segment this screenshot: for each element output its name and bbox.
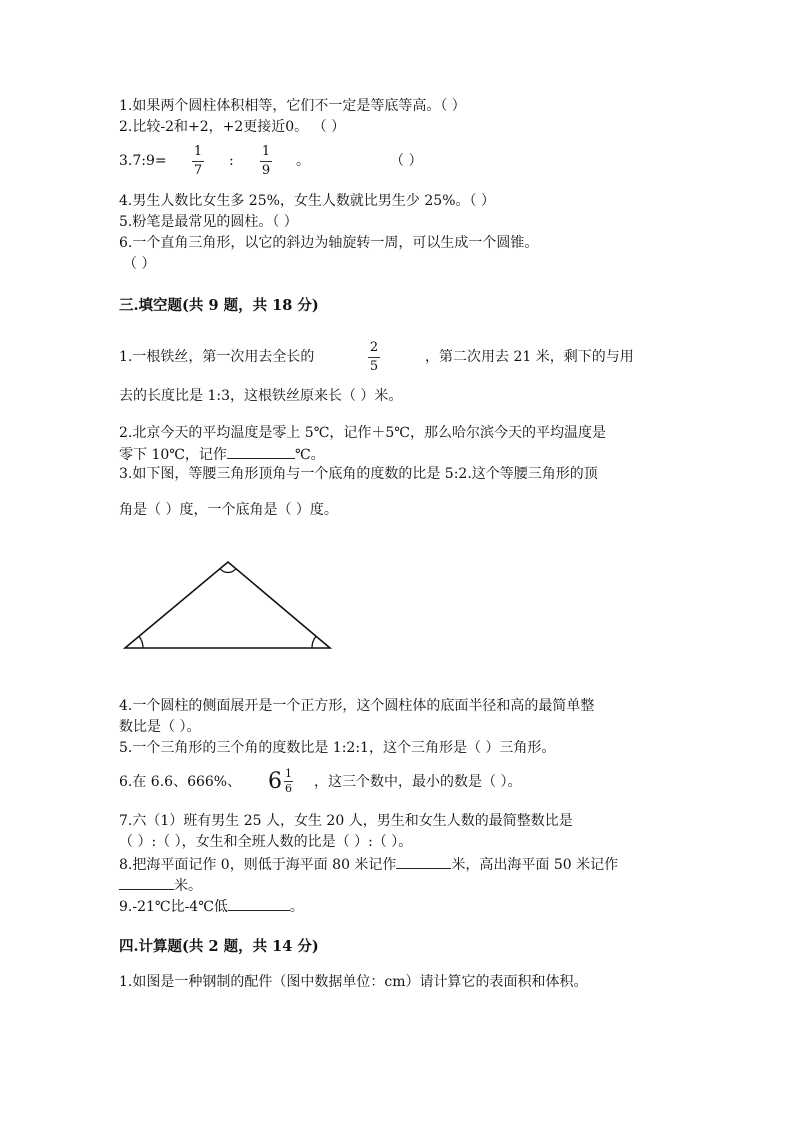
mixed-number-whole: 6: [268, 768, 282, 794]
apex-angle-mark: [220, 569, 236, 573]
right-base-angle-mark: [312, 636, 316, 648]
fill-q8-b: [119, 875, 202, 895]
section-4-title: 四.计算题(共 2 题，共 14 分): [119, 938, 319, 955]
fill-q2-b: [119, 444, 325, 464]
fill-q1-a: 1.一根铁丝，第一次用去全长的: [119, 349, 315, 365]
mixed-number-fraction: [284, 768, 293, 795]
fraction-denominator: 6: [285, 782, 292, 795]
judgement-q3-prefix: 3.7:9=: [119, 153, 167, 169]
fraction-denominator: 7: [193, 163, 203, 178]
fraction-denominator: 5: [369, 359, 379, 374]
fill-q9: [119, 896, 304, 916]
answer-blank[interactable]: [227, 444, 295, 459]
fill-q2-a: 2.北京今天的平均温度是零上 5℃，记作＋5℃，那么哈尔滨今天的平均温度是: [119, 425, 606, 441]
judgement-q3-suffix: 。: [296, 153, 310, 169]
fill-q6-a: 6.在 6.6、666%、: [119, 774, 242, 790]
fill-q8-b-unit: 米。: [174, 878, 202, 894]
fraction-numerator: 1: [261, 144, 271, 159]
isosceles-triangle-figure: [118, 555, 338, 655]
fill-q9-end: 。: [289, 899, 304, 915]
judgement-q3-fraction-1: [192, 145, 204, 178]
judgement-q4: 4.男生人数比女生多 25%，女生人数就比男生少 25%。（ ）: [119, 193, 495, 209]
fill-q8-a-text-2: 米，高出海平面 50 米记作: [451, 857, 619, 873]
answer-blank[interactable]: [396, 854, 451, 869]
fill-q5: 5.一个三角形的三个角的度数比是 1:2:1，这个三角形是（ ）三角形。: [119, 740, 556, 756]
fill-q2-b-text: 零下 10℃，记作: [119, 447, 227, 463]
fill-q2-b-unit: ℃。: [294, 447, 325, 463]
fill-q3-a: 3.如下图，等腰三角形顶角与一个底角的度数的比是 5:2.这个等腰三角形的顶: [119, 466, 598, 482]
calc-q1: 1.如图是一种钢制的配件（图中数据单位：cm）请计算它的表面积和体积。: [119, 974, 588, 990]
answer-blank[interactable]: [228, 896, 290, 911]
fill-q1-b: ，第二次用去 21 米，剩下的与用: [425, 349, 634, 365]
judgement-q6-paren: （ ）: [123, 256, 156, 272]
judgement-q3-paren: （ ）: [390, 153, 423, 169]
section-3-title: 三.填空题(共 9 题，共 18 分): [119, 297, 319, 314]
fill-q6-b: ，这三个数中，最小的数是（ ）。: [314, 774, 522, 790]
fill-q8-a-text: 8.把海平面记作 0，则低于海平面 80 米记作: [119, 857, 397, 873]
fill-q7-b: （ ）:（ ），女生和全班人数的比是（ ）:（ ）。: [119, 834, 413, 850]
fill-q7-a: 7.六（1）班有男生 25 人，女生 20 人，男生和女生人数的最简整数比是: [119, 813, 573, 829]
fill-q1-c: 去的长度比是 1:3，这根铁丝原来长（ ）米。: [119, 388, 403, 404]
fill-q4-a: 4.一个圆柱的侧面展开是一个正方形，这个圆柱体的底面半径和高的最简单整: [119, 698, 595, 714]
judgement-q5: 5.粉笔是最常见的圆柱。（ ）: [119, 214, 298, 230]
fill-q9-text: 9.-21℃比-4℃低: [119, 899, 228, 915]
judgement-q2: 2.比较-2和+2，+2更接近0。 （ ）: [119, 119, 346, 135]
triangle-outline: [125, 562, 330, 648]
judgement-q3-fraction-2: [260, 145, 272, 178]
judgement-q1: 1.如果两个圆柱体积相等，它们不一定是等底等高。（ ）: [119, 98, 466, 114]
fraction-numerator: 1: [193, 144, 203, 159]
fraction-numerator: 2: [369, 340, 379, 355]
fill-q8-a: [119, 854, 618, 874]
fill-q6-mixed-number: [268, 768, 293, 795]
fill-q4-b: 数比是（ ）。: [119, 719, 201, 735]
answer-blank[interactable]: [119, 875, 174, 890]
fraction-numerator: 1: [285, 767, 292, 780]
fraction-denominator: 9: [261, 163, 271, 178]
left-base-angle-mark: [139, 636, 143, 648]
judgement-q3-colon: :: [229, 153, 234, 169]
fill-q1-fraction: [368, 341, 380, 374]
fill-q3-b: 角是（ ）度，一个底角是（ ）度。: [119, 502, 338, 518]
judgement-q6: 6.一个直角三角形，以它的斜边为轴旋转一周，可以生成一个圆锥。: [119, 235, 539, 251]
